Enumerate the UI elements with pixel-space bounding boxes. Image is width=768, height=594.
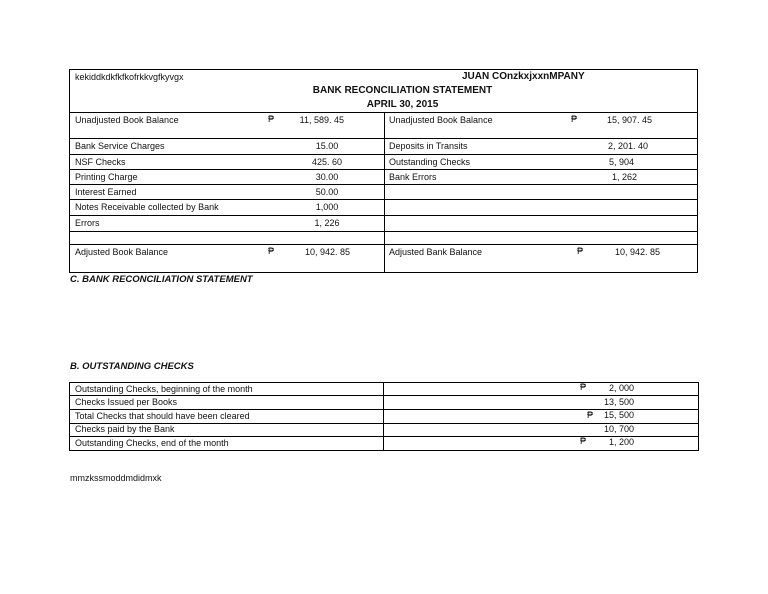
book-item-value: 1, 226 [314, 218, 340, 228]
book-item-value: 425. 60 [311, 157, 343, 167]
outstanding-row-value: 1, 200 [608, 437, 634, 447]
book-item-label: Interest Earned [75, 187, 137, 197]
book-item-label: Errors [75, 218, 100, 228]
bank-unadjusted-value: 15, 907. 45 [606, 115, 652, 125]
outstanding-row-value: 13, 500 [603, 397, 634, 407]
company-name: JUAN COnzkxjxxnMPANY [462, 71, 585, 82]
book-item-value: 30.00 [315, 172, 339, 182]
outstanding-row-label: Checks paid by the Bank [75, 424, 175, 434]
outstanding-row-value: 15, 500 [603, 410, 634, 420]
bank-item-value: 1, 262 [611, 172, 637, 182]
bank-unadjusted-label: Unadjusted Book Balance [389, 115, 493, 125]
book-adjusted-label: Adjusted Book Balance [75, 247, 169, 257]
outstanding-row-label: Outstanding Checks, beginning of the month [75, 384, 253, 394]
book-unadjusted-value: 11, 589. 45 [299, 115, 344, 125]
book-item-value: 50.00 [315, 187, 339, 197]
bank-item-value: 2, 201. 40 [607, 141, 648, 151]
peso-sign: ₱ [577, 246, 584, 256]
outstanding-row-value: 2, 000 [608, 383, 634, 393]
book-item-label: Bank Service Charges [75, 141, 165, 151]
peso-sign: ₱ [580, 382, 587, 392]
book-item-label: Printing Charge [75, 172, 138, 182]
outstanding-row-value: 10, 700 [603, 424, 634, 434]
statement-title: BANK RECONCILIATION STATEMENT [312, 85, 493, 96]
section-c-heading: C. BANK RECONCILIATION STATEMENT [70, 274, 253, 285]
book-item-value: 15.00 [315, 141, 339, 151]
peso-sign: ₱ [571, 114, 578, 124]
bank-item-value: 5, 904 [608, 157, 634, 167]
section-b-heading: B. OUTSTANDING CHECKS [70, 361, 194, 372]
peso-sign: ₱ [587, 410, 594, 420]
outstanding-row-label: Checks Issued per Books [75, 397, 178, 407]
book-item-value: 1,000 [315, 202, 339, 212]
bank-adjusted-value: 10, 942. 85 [614, 247, 660, 257]
footer-text: mmzkssmoddmdidmxk [70, 473, 162, 483]
outstanding-row-label: Outstanding Checks, end of the month [75, 438, 229, 448]
bank-item-label: Bank Errors [389, 172, 437, 182]
peso-sign: ₱ [268, 114, 275, 124]
bank-adjusted-label: Adjusted Bank Balance [389, 247, 483, 257]
statement-date: APRIL 30, 2015 [366, 99, 439, 110]
peso-sign: ₱ [268, 246, 275, 256]
bank-item-label: Deposits in Transits [389, 141, 468, 151]
outstanding-row-label: Total Checks that should have been cleared [75, 411, 250, 421]
book-adjusted-value: 10, 942. 85 [304, 247, 350, 257]
book-item-label: Notes Receivable collected by Bank [75, 202, 219, 212]
book-item-label: NSF Checks [75, 157, 126, 167]
book-unadjusted-label: Unadjusted Book Balance [75, 115, 179, 125]
bank-item-label: Outstanding Checks [389, 157, 471, 167]
peso-sign: ₱ [580, 436, 587, 446]
header-left-text: kekiddkdkfkfkofrkkvgfkyvgx [75, 72, 184, 82]
